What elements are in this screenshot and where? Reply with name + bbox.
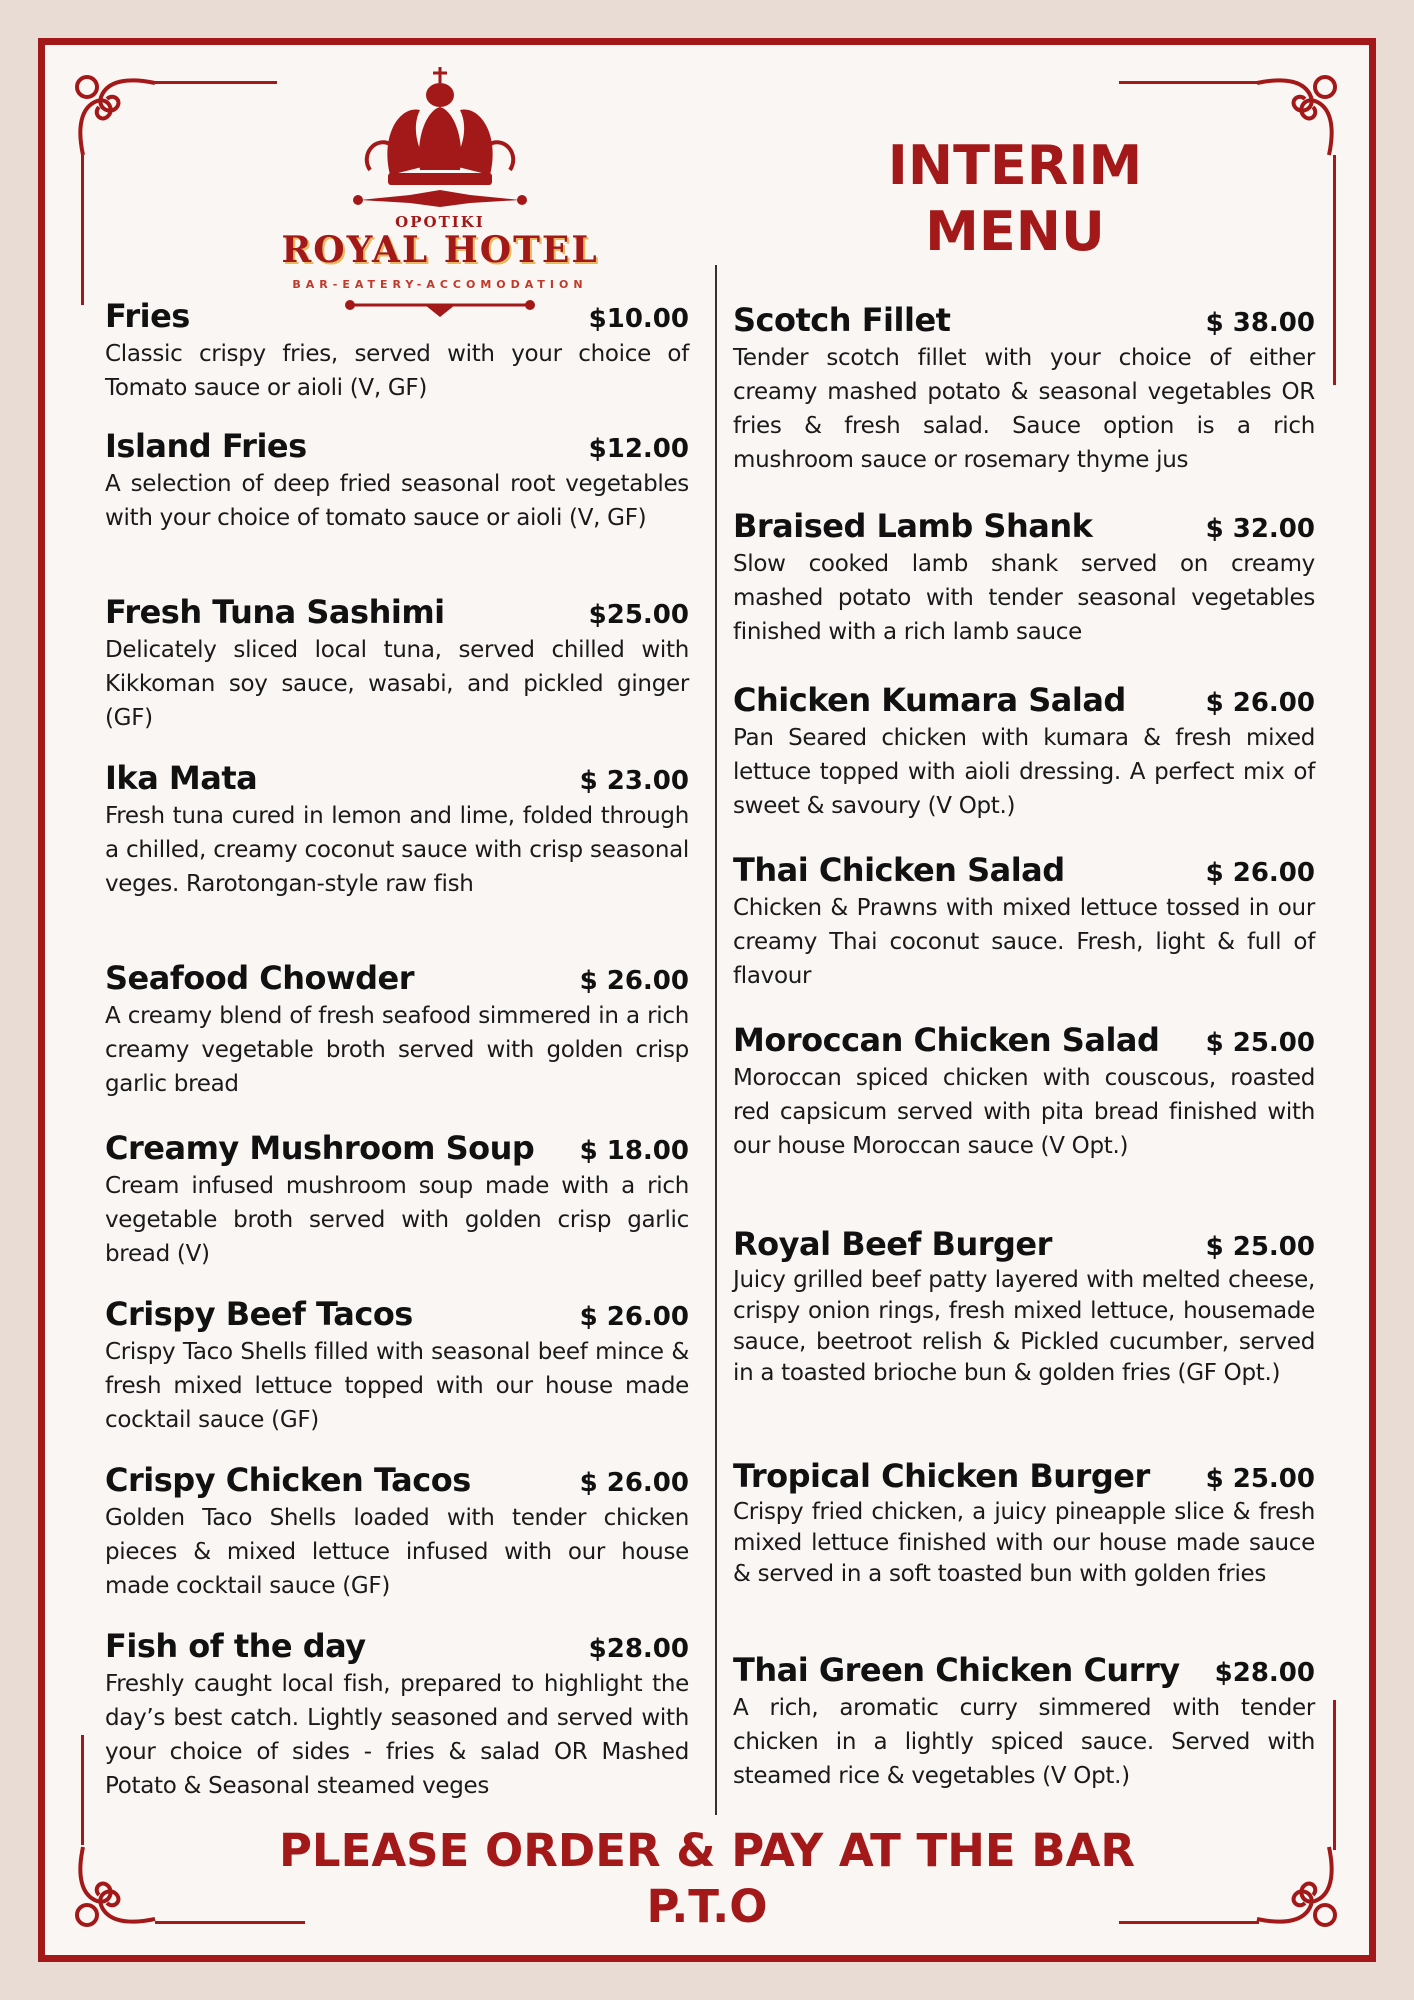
menu-item-price: $ 25.00 [1205, 1232, 1315, 1262]
menu-item-description: Crispy fried chicken, a juicy pineapple slice & fresh mixed lettuce finished with our house made sauce & served in a soft toasted bun with golden fries [733, 1499, 1315, 1587]
menu-item-price: $10.00 [588, 304, 689, 334]
menu-item [733, 1021, 1315, 1163]
menu-item-description: Slow cooked lamb shank served on creamy mashed potato with tender seasonal vegetables finished with a rich lamb sauce [733, 551, 1315, 645]
menu-item [105, 427, 689, 535]
menu-item [105, 593, 689, 735]
menu-item [105, 959, 689, 1101]
menu-item-description: Juicy grilled beef patty layered with melted cheese, crispy onion rings, fresh mixed lettuce, housemade sauce, beetroot relish & Pickled cucumber, served in a toasted brioche bun & golden fries (GF Opt.) [733, 1267, 1315, 1386]
menu-item-name: Crispy Chicken Tacos [105, 1461, 471, 1499]
footer-notice [45, 1823, 1369, 1935]
menu-item [733, 301, 1315, 477]
menu-item-description: Delicately sliced local tuna, served chilled with Kikkoman soy sauce, wasabi, and pickled ginger (GF) [105, 637, 689, 731]
menu-item-name: Creamy Mushroom Soup [105, 1129, 535, 1167]
menu-item-price: $ 26.00 [579, 1468, 689, 1498]
menu-item-price: $ 32.00 [1205, 514, 1315, 544]
menu-title-line2: MENU [925, 200, 1105, 263]
top-right-rule [1119, 81, 1259, 84]
menu-item-description: Classic crispy fries, served with your choice of Tomato sauce or aioli (V, GF) [105, 341, 689, 401]
menu-item-price: $ 26.00 [1205, 688, 1315, 718]
menu-item-name: Moroccan Chicken Salad [733, 1021, 1160, 1059]
menu-item-price: $ 38.00 [1205, 308, 1315, 338]
logo-tagline: BAR-EATERY-ACCOMODATION [292, 278, 588, 291]
left-rule [81, 155, 84, 305]
menu-item-price: $12.00 [588, 434, 689, 464]
menu-item-price: $25.00 [588, 600, 689, 630]
menu-item-description: A creamy blend of fresh seafood simmered in a rich creamy vegetable broth served with golden crisp garlic bread [105, 1003, 689, 1097]
menu-item [733, 1651, 1315, 1793]
menu-item-name: Thai Green Chicken Curry [733, 1651, 1180, 1689]
crown-icon [350, 65, 530, 215]
menu-item-price: $ 25.00 [1205, 1028, 1315, 1058]
menu-item-name: Ika Mata [105, 759, 258, 797]
menu-item-name: Tropical Chicken Burger [733, 1457, 1150, 1495]
corner-flourish-icon [67, 67, 157, 157]
menu-item-price: $ 25.00 [1205, 1464, 1315, 1494]
menu-page [38, 38, 1376, 1962]
menu-item-price: $28.00 [1214, 1658, 1315, 1688]
menu-item [733, 507, 1315, 649]
hotel-logo [217, 65, 663, 315]
footer-line2: P.T.O [646, 1880, 768, 1933]
menu-item [105, 1627, 689, 1803]
menu-item-name: Braised Lamb Shank [733, 507, 1093, 545]
menu-item-name: Seafood Chowder [105, 959, 414, 997]
menu-item-description: A selection of deep fried seasonal root vegetables with your choice of tomato sauce or aioli (V, GF) [105, 471, 689, 531]
menu-item-name: Fresh Tuna Sashimi [105, 593, 445, 631]
menu-item [105, 1461, 689, 1603]
menu-item-price: $ 26.00 [579, 966, 689, 996]
menu-title [815, 133, 1215, 265]
menu-item-description: A rich, aromatic curry simmered with tender chicken in a lightly spiced sauce. Served with steamed rice & vegetables (V Opt.) [733, 1695, 1315, 1789]
menu-item [733, 681, 1315, 823]
right-rule [1333, 155, 1336, 385]
menu-item [733, 1225, 1315, 1389]
menu-item-price: $ 18.00 [579, 1136, 689, 1166]
menu-item-description: Fresh tuna cured in lemon and lime, folded through a chilled, creamy coconut sauce with crisp seasonal veges. Rarotongan-style raw fish [105, 803, 689, 897]
menu-item-name: Fish of the day [105, 1627, 366, 1665]
menu-item-price: $28.00 [588, 1634, 689, 1664]
logo-name: ROYAL HOTEL [281, 229, 599, 271]
menu-item-description: Moroccan spiced chicken with couscous, roasted red capsicum served with pita bread finished with our house Moroccan sauce (V Opt.) [733, 1065, 1315, 1159]
column-divider [715, 265, 717, 1815]
logo-town: OPOTIKI [395, 213, 485, 231]
menu-item-name: Crispy Beef Tacos [105, 1295, 413, 1333]
menu-item [105, 1295, 689, 1437]
menu-item-description: Cream infused mushroom soup made with a rich vegetable broth served with golden crisp garlic bread (V) [105, 1173, 689, 1267]
menu-item [105, 297, 689, 405]
menu-item-price: $ 23.00 [579, 766, 689, 796]
menu-item [105, 759, 689, 901]
menu-item [733, 851, 1315, 993]
menu-item-description: Pan Seared chicken with kumara & fresh mixed lettuce topped with aioli dressing. A perfect mix of sweet & savoury (V Opt.) [733, 725, 1315, 819]
menu-item-description: Chicken & Prawns with mixed lettuce tossed in our creamy Thai coconut sauce. Fresh, light & full of flavour [733, 895, 1315, 989]
menu-item-name: Chicken Kumara Salad [733, 681, 1126, 719]
menu-item-name: Island Fries [105, 427, 307, 465]
menu-item-price: $ 26.00 [579, 1302, 689, 1332]
menu-item-price: $ 26.00 [1205, 858, 1315, 888]
menu-item-description: Golden Taco Shells loaded with tender chicken pieces & mixed lettuce infused with our house made cocktail sauce (GF) [105, 1505, 689, 1599]
menu-title-line1: INTERIM [887, 134, 1143, 197]
footer-line1: PLEASE ORDER & PAY AT THE BAR [278, 1824, 1136, 1877]
menu-item [733, 1457, 1315, 1590]
menu-item-name: Royal Beef Burger [733, 1225, 1052, 1263]
corner-flourish-icon [1255, 67, 1345, 157]
menu-item-name: Scotch Fillet [733, 301, 951, 339]
menu-item-description: Tender scotch fillet with your choice of either creamy mashed potato & seasonal vegetables OR fries & fresh salad. Sauce option is a rich mushroom sauce or rosemary thyme jus [733, 345, 1315, 473]
menu-item-name: Fries [105, 297, 190, 335]
menu-item-name: Thai Chicken Salad [733, 851, 1065, 889]
menu-item-description: Crispy Taco Shells filled with seasonal beef mince & fresh mixed lettuce topped with our house made cocktail sauce (GF) [105, 1339, 689, 1433]
menu-item-description: Freshly caught local fish, prepared to highlight the day’s best catch. Lightly seasoned and served with your choice of sides - fries & salad OR Mashed Potato & Seasonal steamed veges [105, 1671, 689, 1799]
menu-item [105, 1129, 689, 1271]
